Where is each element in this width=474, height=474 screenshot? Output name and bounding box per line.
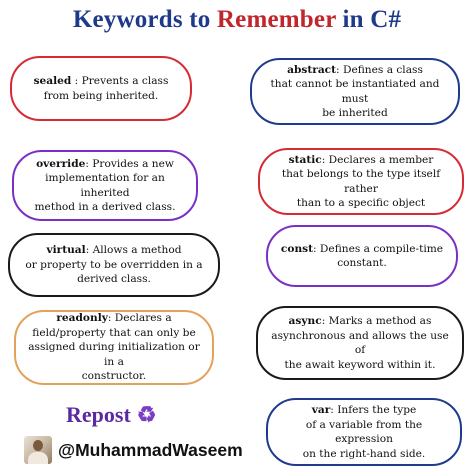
card-const [266, 225, 458, 287]
keyword-const: const [280, 242, 313, 255]
card-virtual [8, 233, 220, 297]
keyword-override: override [36, 157, 86, 170]
repost-label: Repost [66, 402, 131, 427]
card-readonly [14, 310, 214, 385]
author-handle-group[interactable] [24, 436, 243, 464]
card-override-line-3: method in a derived class. [34, 201, 176, 213]
card-var [266, 398, 462, 466]
card-var-line-2: of a variable from the expression [305, 418, 423, 445]
keyword-abstract: abstract [287, 63, 337, 76]
card-async [256, 306, 464, 380]
card-var-line-1: : Infers the type [330, 404, 417, 416]
author-handle: @MuhammadWaseem [58, 439, 243, 460]
card-override [12, 150, 198, 221]
recycle-icon: ♻ [136, 402, 157, 427]
card-static-line-1: : Declares a member [321, 153, 434, 166]
card-static [258, 148, 464, 215]
card-const-line-2: constant. [337, 257, 387, 269]
keyword-static: static [288, 153, 322, 166]
card-readonly-line-4: constructor. [81, 370, 147, 383]
keyword-sealed: sealed [33, 75, 72, 87]
card-virtual-line-3: derived class. [77, 273, 151, 286]
card-async-line-2: asynchronous and allows the use of [271, 329, 449, 356]
card-readonly-line-3: assigned during initialization or in a [28, 341, 200, 368]
card-static-line-2: that belongs to the type itself rather [281, 168, 441, 195]
title-part-csharp: in C# [342, 6, 402, 33]
keyword-var: var [311, 404, 331, 416]
card-sealed [10, 56, 192, 121]
card-const-line-1: : Defines a compile-time [313, 242, 444, 255]
card-var-line-3: on the right-hand side. [302, 447, 426, 460]
page-title [0, 6, 474, 34]
title-part-to: to [189, 6, 211, 33]
keyword-virtual: virtual [46, 244, 86, 257]
keyword-async: async [288, 315, 322, 327]
repost-label-group[interactable] [66, 402, 157, 428]
card-readonly-line-1: : Declares a [107, 312, 172, 325]
card-sealed-line-2: from being inherited. [43, 89, 159, 102]
card-abstract-line-1: : Defines a class [336, 63, 423, 76]
card-virtual-line-1: : Allows a method [85, 244, 182, 257]
keyword-readonly: readonly [56, 312, 108, 325]
card-abstract-line-2: that cannot be instantiated and must [270, 78, 440, 105]
card-override-line-1: : Provides a new [85, 157, 174, 170]
avatar [24, 436, 52, 464]
card-async-line-3: the await keyword within it. [284, 358, 436, 371]
card-abstract-line-3: be inherited [322, 107, 388, 119]
card-virtual-line-2: or property to be overridden in a [25, 258, 203, 271]
card-sealed-line-1: : Prevents a class [71, 75, 169, 87]
card-static-line-3: than to a specific object [296, 197, 426, 209]
card-readonly-line-2: field/property that can only be [32, 326, 196, 339]
title-part-remember: Remember [216, 6, 337, 33]
title-part-keywords: Keywords [72, 6, 183, 33]
card-abstract [250, 58, 460, 125]
card-override-line-2: implementation for an inherited [45, 172, 165, 199]
card-async-line-1: : Marks a method as [321, 315, 432, 327]
